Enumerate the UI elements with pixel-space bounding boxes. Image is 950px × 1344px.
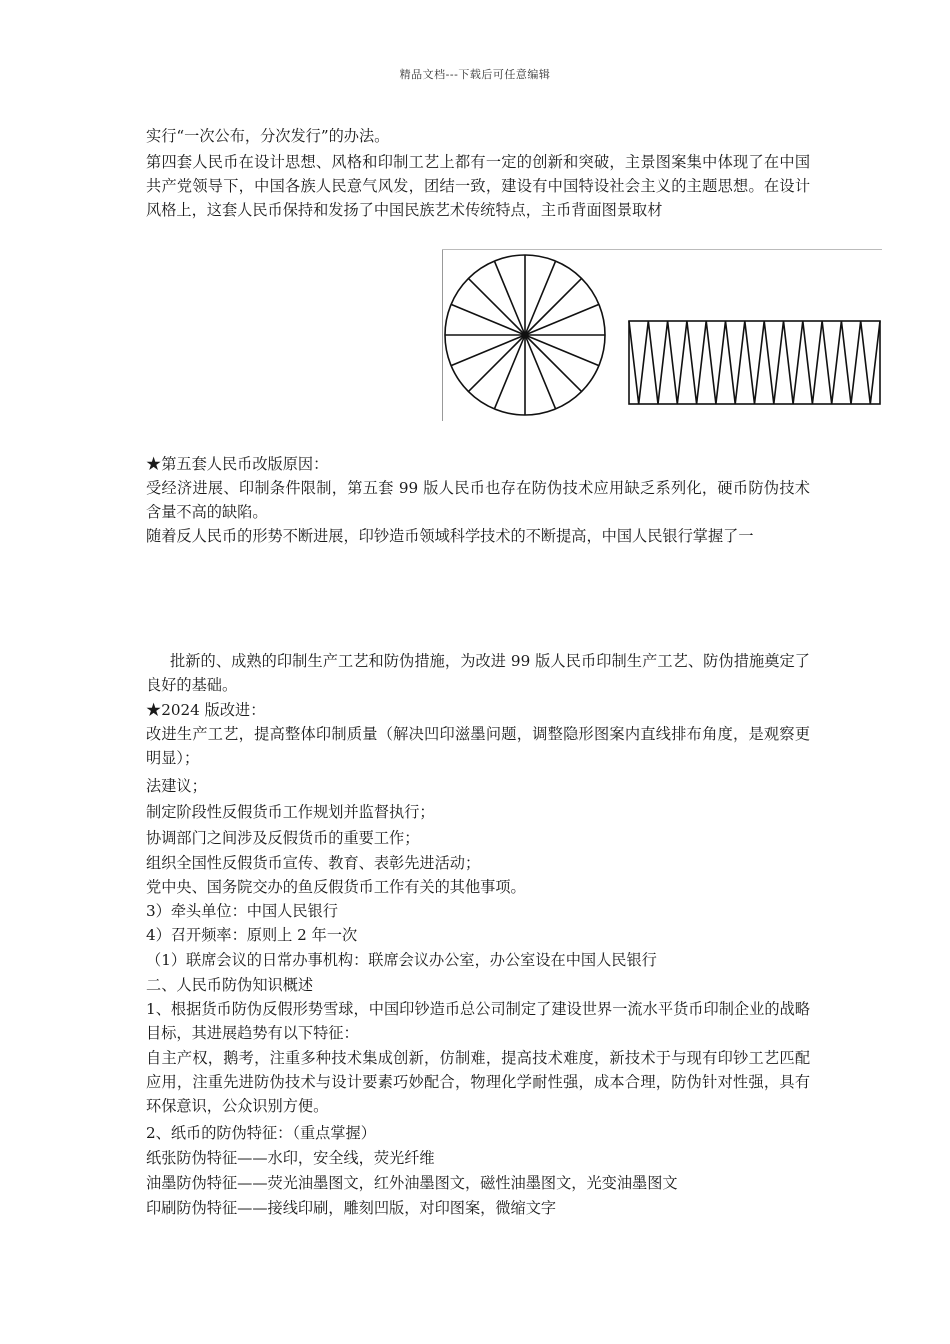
title-2024: ★2024 版改进： [146, 701, 266, 719]
fifth-paragraph-1: 受经济进展、印制条件限制，第五套 99 版人民币也存在防伪技术应用缺乏系列化，硬币防伪技术含量不高的缺陷。 [146, 479, 810, 521]
list-line-11: 纸张防伪特征——水印，安全线，荧光纤维 [146, 1149, 435, 1167]
wheel-spoke [468, 278, 525, 335]
list-line-10: 2、纸币的防伪特征：（重点掌握） [146, 1124, 376, 1142]
list-line-3: 协调部门之间涉及反假货币的重要工作； [146, 829, 420, 847]
intro-line: 实行“一次公布，分次发行”的办法。 [146, 127, 390, 145]
wheel-spoke [525, 278, 582, 335]
figure-wheel-zigzag [442, 249, 882, 421]
paragraph-2024: 改进生产工艺，提高整体印制质量（解决凹印滋墨问题，调整隐形图案内直线排布角度，是观察更明显）； [146, 725, 810, 767]
fifth-title: ★第五套人民币改版原因： [146, 455, 329, 473]
section-heading: 二、人民币防伪知识概述 [146, 976, 314, 994]
paragraph-5: 1、根据货币防伪反假形势雪球，中国印钞造币总公司制定了建设世界一流水平货币印制企业的战略目标，其进展趋势有以下特征： [146, 1000, 810, 1042]
cont-paragraph-3: 批新的、成熟的印制生产工艺和防伪措施，为改进 99 版人民币印制生产工艺、防伪措施奠定了良好的基础。 [146, 652, 810, 694]
list-line-12: 油墨防伪特征——荧光油墨图文，红外油墨图文，磁性油墨图文，光变油墨图文 [146, 1174, 678, 1192]
list-line-2: 制定阶段性反假货币工作规划并监督执行； [146, 803, 435, 821]
list-line-6: 3）牵头单位：中国人民银行 [146, 902, 338, 920]
list-line-13: 印刷防伪特征——接线印刷，雕刻凹版，对印图案，微缩文字 [146, 1199, 557, 1217]
intro-paragraph: 第四套人民币在设计思想、风格和印制工艺上都有一定的创新和突破，主景图案集中体现了在中国共产党领导下，中国各族人民意气风发，团结一致，建设有中国特设社会主义的主题思想。在设计风格上，这套人民币保持和发扬了中国民族艺术传统特点，主币背面图景取材 [146, 153, 810, 219]
wheel-spoke [525, 335, 582, 392]
list-line-1: 法建议； [146, 777, 207, 795]
list-line-7: 4）召开频率：原则上 2 年一次 [146, 926, 358, 944]
paragraph-6: 自主产权，鹅考，注重多种技术集成创新，仿制难，提高技术难度，新技术于与现有印钞工艺匹配应用，注重先进防伪技术与设计要素巧妙配合，物理化学耐性强，成本合理，防伪针对性强，具有环保意识，公众识别方便。 [146, 1049, 810, 1115]
fifth-paragraph-2: 随着反人民币的形势不断进展，印钞造币领域科学技术的不断提高，中国人民银行掌握了一 [146, 527, 754, 545]
list-line-5: 党中央、国务院交办的鱼反假货币工作有关的其他事项。 [146, 878, 526, 896]
list-line-4: 组织全国性反假货币宣传、教育、表彰先进活动； [146, 854, 481, 872]
page-header: 精品文档---下载后可任意编辑 [399, 68, 551, 81]
spoked-wheel [445, 255, 605, 415]
zigzag-band [629, 321, 880, 404]
wheel-spoke [468, 335, 525, 392]
list-line-8: （1）联席会议的日常办事机构：联席会议办公室，办公室设在中国人民银行 [146, 951, 657, 969]
figure-graphic [442, 249, 882, 421]
